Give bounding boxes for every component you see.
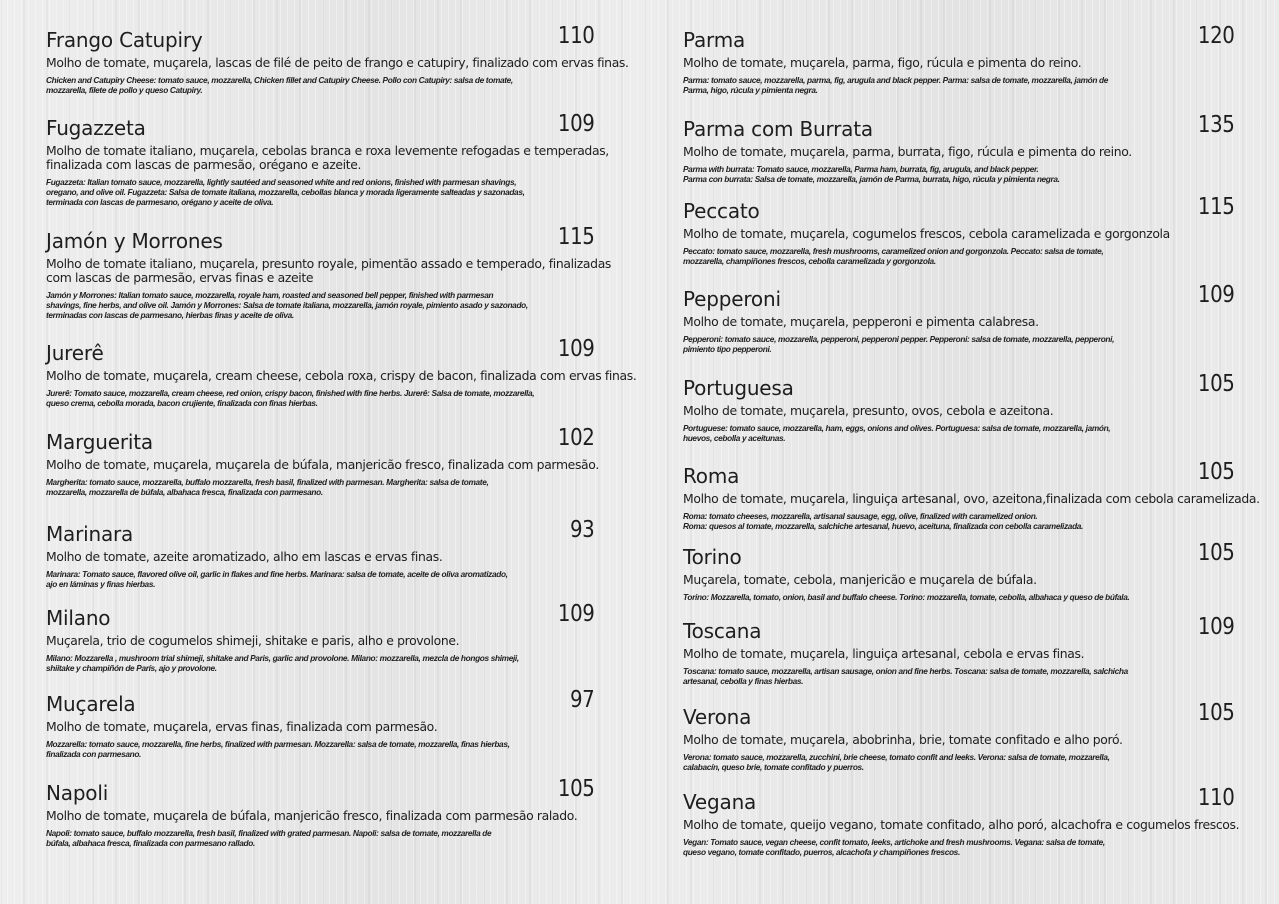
translation-line: Parma, higo, rúcula y pimienta negra. — [683, 85, 818, 95]
description-line: Molho de tomate, muçarela, lascas de filé de peito de frango e catupiry, finalizado com ervas finas. — [46, 55, 629, 70]
description-line: Molho de tomate, muçarela de búfala, manjericão fresco, finalizada com parmesão ralado. — [46, 808, 578, 823]
item-name: Muçarela — [46, 692, 136, 716]
translation-line: Roma: quesos al tomate, mozzarella, salchiche artesanal, huevo, aceituna, finalizada con cebolla caramelizada. — [683, 521, 1084, 531]
item-price: 105 — [557, 776, 594, 802]
item-price: 105 — [1197, 371, 1234, 397]
item-name: Torino — [683, 545, 742, 569]
description-line: Molho de tomate, muçarela, linguiça artesanal, cebola e ervas finas. — [683, 646, 1085, 661]
description-line: com lascas de parmesão, ervas finas e azeite — [46, 270, 314, 285]
translation-line: Vegan: Tomato sauce, vegan cheese, confit tomato, leeks, artichoke and fresh mushrooms. Vegana: salsa de tomate, — [683, 837, 1105, 847]
item-name: Frango Catupiry — [46, 28, 203, 52]
item-price: 97 — [569, 687, 594, 713]
item-translation — [683, 752, 1110, 772]
description-line: Molho de tomate italiano, muçarela, presunto royale, pimentão assado e temperado, finalizadas — [46, 256, 612, 271]
item-name: Toscana — [683, 619, 762, 643]
translation-line: Jurerê: Tomato sauce, mozzarella, cream cheese, red onion, crispy bacon, finished with fine herbs. Jurerê: Salsa de tomate, mozzarella, — [46, 388, 535, 398]
description-line: Molho de tomate, muçarela, parma, figo, rúcula e pimenta do reino. — [683, 55, 1082, 70]
item-translation — [683, 164, 1060, 184]
item-description — [46, 257, 611, 285]
description-line: Molho de tomate, azeite aromatizado, alho em lascas e ervas finas. — [46, 549, 443, 564]
item-description — [683, 573, 1037, 587]
translation-line: mozzarella, champiñones frescos, cebolla caramelizada y gorgonzola. — [683, 256, 936, 266]
item-price: 105 — [1197, 540, 1234, 566]
translation-line: Pepperoni: tomato sauce, mozzarella, pepperoni, pepperoni pepper. Pepperoni: salsa de tomate, mozzarella, pepperoni, — [683, 334, 1115, 344]
item-price: 105 — [1197, 459, 1234, 485]
item-price: 109 — [1197, 614, 1234, 640]
item-name: Fugazzeta — [46, 116, 146, 140]
translation-line: Margherita: tomato sauce, mozzarella, buffalo mozzarella, fresh basil, finalized with parmesan. Margherita: salsa de tomate, — [46, 477, 489, 487]
translation-line: terminadas con lascas de parmesano, hierbas finas y aceite de oliva. — [46, 310, 294, 320]
item-name: Marinara — [46, 522, 134, 546]
translation-line: pimiento tipo pepperoni. — [683, 344, 772, 354]
item-name: Napoli — [46, 781, 109, 805]
item-description — [683, 492, 1260, 506]
item-name: Vegana — [683, 790, 757, 814]
item-price: 109 — [557, 601, 594, 627]
item-price: 93 — [569, 517, 594, 543]
item-translation — [46, 828, 491, 848]
description-line: Molho de tomate, muçarela, abobrinha, brie, tomate confitado e alho poró. — [683, 732, 1123, 747]
item-translation — [46, 75, 513, 95]
translation-line: Milano: Mozzarella , mushroom trial shimeji, shitake and Paris, garlic and provolone. Milano: mozzarella, mezcla de hongos shimeji, — [46, 653, 519, 663]
item-price: 105 — [1197, 700, 1234, 726]
description-line: Molho de tomate, muçarela, pepperoni e pimenta calabresa. — [683, 314, 1039, 329]
item-price: 110 — [557, 23, 594, 49]
translation-line: Parma: tomato sauce, mozzarella, parma, fig, arugula and black pepper. Parma: salsa de tomate, mozzarella, jamón de — [683, 75, 1108, 85]
translation-line: oregano, and olive oil. Fugazzeta: Salsa de tomate italiana, mozzarella, cebollas blanca y morada ligeramente salteadas y sazonadas, — [46, 187, 525, 197]
item-name: Milano — [46, 606, 111, 630]
translation-line: mozzarella, filete de pollo y queso Catupiry. — [46, 85, 203, 95]
description-line: Molho de tomate, muçarela, linguiça artesanal, ovo, azeitona,finalizada com cebola caramelizada. — [683, 491, 1260, 506]
translation-line: Napoli: tomato sauce, buffalo mozzarella, fresh basil, finalized with grated parmesan. Napoli: salsa de tomate, mozzarella de — [46, 828, 492, 838]
description-line: Molho de tomate, muçarela, muçarela de búfala, manjericão fresco, finalizada com parmesão. — [46, 457, 599, 472]
item-price: 115 — [1197, 194, 1234, 220]
item-translation — [46, 388, 534, 408]
translation-line: Fugazzeta: Italian tomato sauce, mozzarella, lightly sautéed and seasoned white and red onions, finished with parmesan shavings, — [46, 177, 517, 187]
item-description — [46, 56, 629, 70]
item-translation — [683, 246, 1103, 266]
translation-line: Parma con burrata: Salsa de tomate, mozzarella, jamón de Parma, burrata, higo, rúcula y pimienta negra. — [683, 174, 1060, 184]
item-price: 109 — [557, 111, 594, 137]
item-name: Pepperoni — [683, 287, 781, 311]
description-line: Molho de tomate, queijo vegano, tomate confitado, alho poró, alcachofra e cogumelos frescos. — [683, 817, 1240, 832]
translation-line: Marinara: Tomato sauce, flavored olive oil, garlic in flakes and fine herbs. Marinara: salsa de tomate, aceite de oliva aromatizado, — [46, 569, 508, 579]
item-translation — [683, 592, 1129, 602]
item-translation — [683, 75, 1108, 95]
translation-line: Roma: tomato cheeses, mozzarella, artisanal sausage, egg, olive, finalized with caramelized onion. — [683, 511, 1038, 521]
item-description — [683, 227, 1170, 241]
translation-line: búfala, albahaca fresca, finalizada con parmesano rallado. — [46, 838, 255, 848]
translation-line: artesanal, cebolla y finas hierbas. — [683, 676, 804, 686]
item-translation — [46, 290, 528, 320]
translation-line: shavings, fine herbs, and olive oil. Jamón y Morrones: Salsa de tomate italiana, mozzarella, jamón royale, pimiento asado y sazonado, — [46, 300, 528, 310]
item-name: Verona — [683, 705, 752, 729]
translation-line: Verona: tomato sauce, mozzarella, zucchini, brie cheese, tomato confit and leeks. Verona: salsa de tomate, mozzarella, — [683, 752, 1110, 762]
item-description — [46, 634, 459, 648]
item-translation — [46, 177, 525, 207]
translation-line: Portuguese: tomato sauce, mozzarella, ham, eggs, onions and olives. Portuguesa: salsa de tomate, mozzarella, jamón, — [683, 423, 1111, 433]
item-description — [683, 145, 1132, 159]
item-name: Parma — [683, 28, 746, 52]
translation-line: Chicken and Catupiry Cheese: tomato sauce, mozzarella, Chicken fillet and Catupiry Cheese. Pollo con Catupiry: salsa de tomate, — [46, 75, 513, 85]
item-description — [46, 369, 636, 383]
translation-line: queso vegano, tomate confitado, puerros, alcachofa y champiñones frescos. — [683, 847, 960, 857]
translation-line: Torino: Mozzarella, tomato, onion, basil and buffalo cheese. Torino: mozzarella, tomate, cebolla, albahaca y queso de búfala. — [683, 592, 1130, 602]
item-description — [46, 720, 437, 734]
item-price: 120 — [1197, 23, 1234, 49]
item-translation — [46, 739, 510, 759]
translation-line: Parma with burrata: Tomato sauce, mozzarella, Parma ham, burrata, fig, arugula, and black pepper. — [683, 164, 1039, 174]
item-name: Portuguesa — [683, 376, 794, 400]
translation-line: finalizada con parmesano. — [46, 749, 141, 759]
description-line: Muçarela, tomate, cebola, manjericão e muçarela de búfala. — [683, 572, 1037, 587]
item-name: Jamón y Morrones — [46, 229, 223, 253]
translation-line: terminada con lascas de parmesano, orégano y aceite de oliva. — [46, 197, 274, 207]
item-description — [46, 550, 442, 564]
item-description — [683, 404, 1053, 418]
translation-line: huevos, cebolla y aceitunas. — [683, 433, 786, 443]
item-translation — [46, 653, 519, 673]
item-description — [683, 315, 1039, 329]
item-name: Marguerita — [46, 430, 153, 454]
item-price: 110 — [1197, 785, 1234, 811]
item-name: Peccato — [683, 199, 760, 223]
translation-line: ajo en láminas y finas hierbas. — [46, 579, 156, 589]
translation-line: mozzarella, mozzarella de búfala, albahaca fresca, finalizada con parmesano. — [46, 487, 323, 497]
item-translation — [46, 569, 508, 589]
item-translation — [46, 477, 488, 497]
description-line: Molho de tomate, muçarela, ervas finas, finalizada com parmesão. — [46, 719, 438, 734]
item-description — [683, 56, 1081, 70]
item-price: 109 — [557, 336, 594, 362]
item-translation — [683, 334, 1114, 354]
translation-line: shiitake y champiñón de París, ajo y provolone. — [46, 663, 217, 673]
item-price: 102 — [557, 425, 594, 451]
item-description — [683, 818, 1239, 832]
item-translation — [683, 423, 1110, 443]
translation-line: calabacín, queso brie, tomate confitado y puerros. — [683, 762, 864, 772]
item-name: Roma — [683, 464, 740, 488]
item-description — [46, 458, 599, 472]
item-translation — [683, 837, 1105, 857]
translation-line: Toscana: tomato sauce, mozzarella, artisan sausage, onion and fine herbs. Toscana: salsa de tomate, mozzarella, salchicha — [683, 666, 1128, 676]
item-price: 109 — [1197, 282, 1234, 308]
item-description — [46, 809, 577, 823]
item-price: 135 — [1197, 112, 1234, 138]
description-line: Muçarela, trio de cogumelos shimeji, shitake e paris, alho e provolone. — [46, 633, 460, 648]
description-line: Molho de tomate italiano, muçarela, cebolas branca e roxa levemente refogadas e temperadas, — [46, 143, 609, 158]
description-line: finalizada com lascas de parmesão, orégano e azeite. — [46, 157, 362, 172]
item-translation — [683, 666, 1128, 686]
description-line: Molho de tomate, muçarela, parma, burrata, figo, rúcula e pimenta do reino. — [683, 144, 1132, 159]
item-price: 115 — [557, 224, 594, 250]
item-description — [683, 733, 1123, 747]
item-description — [46, 144, 609, 172]
item-name: Jurerê — [46, 341, 104, 365]
description-line: Molho de tomate, muçarela, presunto, ovos, cebola e azeitona. — [683, 403, 1054, 418]
translation-line: Mozzarella: tomato sauce, mozzarella, fine herbs, finalized with parmesan. Mozzarella: salsa de tomate, mozzarella, finas hierbas, — [46, 739, 510, 749]
item-name: Parma com Burrata — [683, 117, 873, 141]
item-description — [683, 647, 1084, 661]
translation-line: Peccato: tomato sauce, mozzarella, fresh mushrooms, caramelized onion and gorgonzola. Peccato: salsa de tomate, — [683, 246, 1104, 256]
translation-line: Jamón y Morrones: Italian tomato sauce, mozzarella, royale ham, roasted and seasoned bell pepper, finished with parmesan — [46, 290, 494, 300]
description-line: Molho de tomate, muçarela, cogumelos frescos, cebola caramelizada e gorgonzola — [683, 226, 1170, 241]
translation-line: queso crema, cebolla morada, bacon crujiente, finalizada con finas hierbas. — [46, 398, 318, 408]
item-translation — [683, 511, 1083, 531]
description-line: Molho de tomate, muçarela, cream cheese, cebola roxa, crispy de bacon, finalizada com ervas finas. — [46, 368, 637, 383]
